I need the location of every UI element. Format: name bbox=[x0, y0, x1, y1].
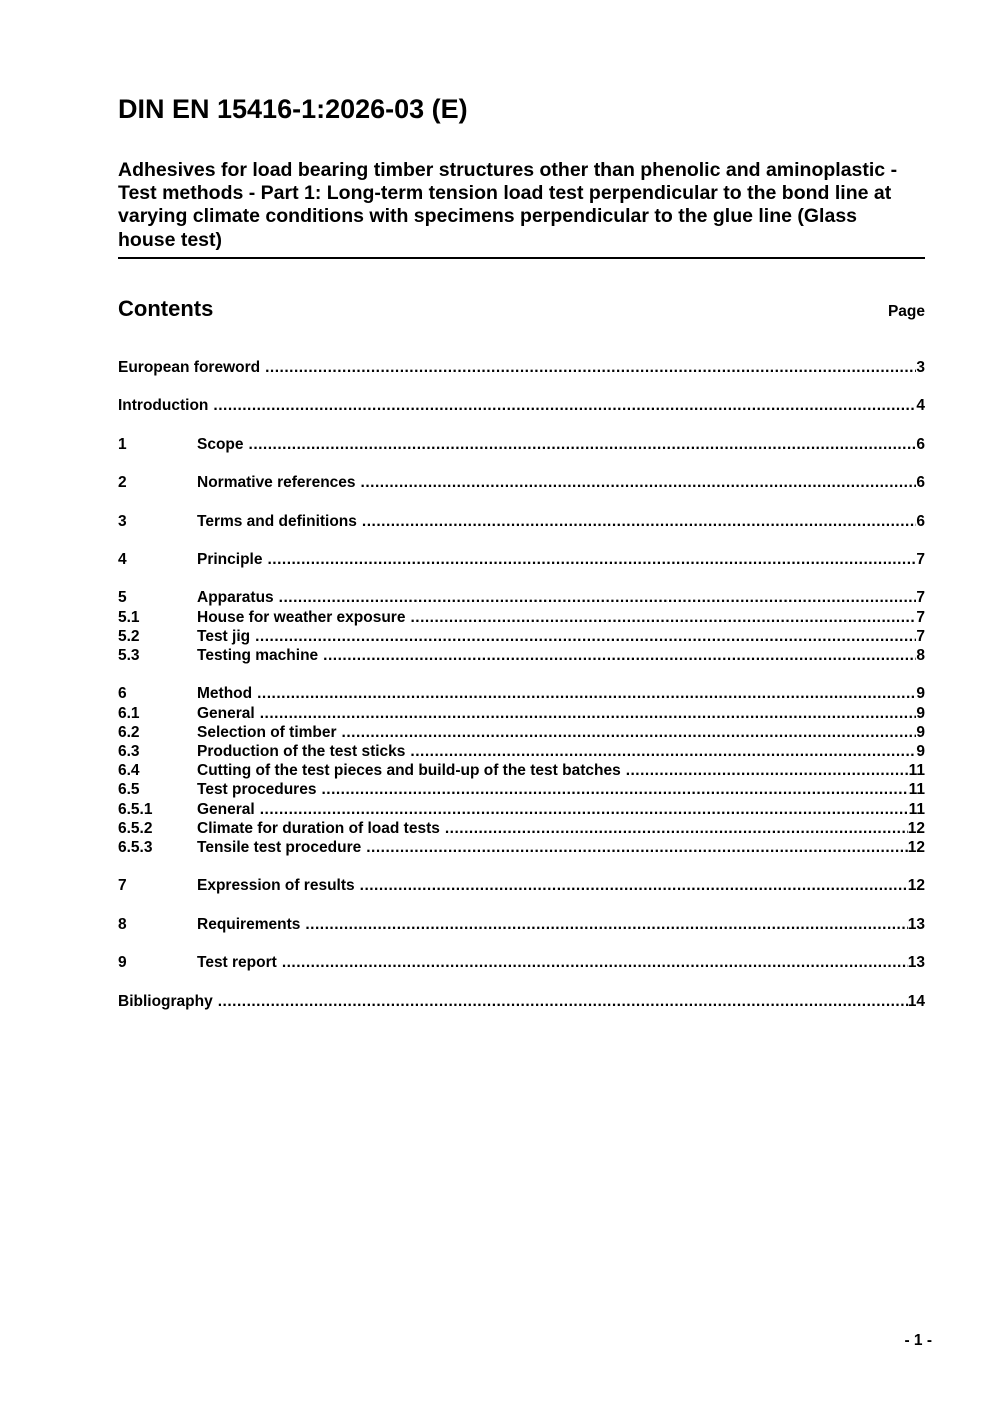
toc-entry-number: 6.4 bbox=[118, 762, 140, 780]
toc-dot-leader bbox=[361, 473, 917, 492]
toc-entry-page: 9 bbox=[916, 685, 925, 703]
toc-entry bbox=[118, 512, 925, 531]
toc-entry-number: 4 bbox=[118, 550, 127, 568]
toc-entry bbox=[118, 915, 925, 934]
toc-dot-leader bbox=[260, 800, 909, 819]
toc-entry-number: 5.3 bbox=[118, 646, 140, 664]
toc-entry-page: 13 bbox=[907, 954, 925, 972]
toc-entry-number: 9 bbox=[118, 954, 127, 972]
toc-entry-title: Requirements bbox=[197, 915, 301, 933]
contents-heading: Contents bbox=[118, 296, 214, 321]
toc-dot-leader bbox=[255, 627, 916, 646]
toc-group bbox=[118, 588, 925, 665]
toc-entry-page: 11 bbox=[908, 781, 925, 799]
toc-entry-title: Climate for duration of load tests bbox=[197, 819, 440, 837]
toc-entry-title: Test procedures bbox=[197, 781, 317, 799]
toc-entry-title: Method bbox=[197, 685, 253, 703]
toc-dot-leader bbox=[218, 992, 908, 1011]
document-title-block bbox=[118, 159, 925, 259]
toc-entry bbox=[118, 800, 925, 819]
toc-entry-number: 5.1 bbox=[118, 608, 140, 626]
toc-dot-leader bbox=[626, 761, 909, 780]
toc-entry-page: 13 bbox=[907, 915, 925, 933]
toc-dot-leader bbox=[213, 396, 916, 415]
toc-entry-page: 3 bbox=[916, 359, 925, 376]
toc-dot-leader bbox=[279, 588, 917, 607]
toc-dot-leader bbox=[305, 915, 907, 934]
toc-entry-title: Production of the test sticks bbox=[197, 742, 406, 760]
toc-entry bbox=[118, 396, 925, 415]
toc-group bbox=[118, 396, 925, 415]
toc-entry-number: 6.2 bbox=[118, 723, 140, 741]
toc-entry-number: 7 bbox=[118, 877, 127, 895]
toc-entry bbox=[118, 953, 925, 972]
toc-entry-page: 9 bbox=[916, 723, 925, 741]
toc-dot-leader bbox=[410, 608, 916, 627]
toc-entry-title: Selection of timber bbox=[197, 723, 337, 741]
toc-dot-leader bbox=[445, 819, 908, 838]
toc-entry-title: Terms and definitions bbox=[197, 512, 357, 530]
toc-entry-number: 5 bbox=[118, 589, 127, 607]
toc-entry-page: 8 bbox=[916, 646, 925, 664]
toc-entry-title: Tensile test procedure bbox=[197, 838, 362, 856]
toc-entry-page: 9 bbox=[916, 704, 925, 722]
toc-entry bbox=[118, 473, 925, 492]
toc-entry-number: 8 bbox=[118, 915, 127, 933]
toc-entry-title: Cutting of the test pieces and build-up of the test batches bbox=[197, 762, 621, 780]
toc-dot-leader bbox=[265, 358, 916, 377]
toc-entry bbox=[118, 550, 925, 569]
toc-entry-title: House for weather exposure bbox=[197, 608, 406, 626]
toc-group bbox=[118, 876, 925, 895]
toc-dot-leader bbox=[360, 876, 908, 895]
toc-entry bbox=[118, 876, 925, 895]
toc-entry-number: 6.5.1 bbox=[118, 800, 153, 818]
toc-entry-title: Bibliography bbox=[118, 992, 213, 1010]
toc-dot-leader bbox=[410, 742, 916, 761]
toc-entry-number: 6.5.2 bbox=[118, 819, 153, 837]
toc-entry-title: Normative references bbox=[197, 474, 356, 492]
toc-entry-title: Expression of results bbox=[197, 877, 355, 895]
toc-group bbox=[118, 435, 925, 454]
toc-entry-title: General bbox=[197, 800, 255, 818]
toc-entry-title: Scope bbox=[197, 435, 244, 453]
toc-entry-title: Testing machine bbox=[197, 646, 319, 664]
toc-group bbox=[118, 550, 925, 569]
toc-dot-leader bbox=[267, 550, 916, 569]
toc-entry-page: 14 bbox=[907, 992, 925, 1010]
toc-group bbox=[118, 512, 925, 531]
toc-entry-page: 11 bbox=[908, 762, 925, 780]
toc-entry-number: 1 bbox=[118, 435, 127, 453]
toc-entry bbox=[118, 627, 925, 646]
document-code: DIN EN 15416-1:2026-03 (E) bbox=[118, 94, 468, 124]
toc-entry bbox=[118, 684, 925, 703]
toc-entry-page: 6 bbox=[916, 512, 925, 530]
toc-entry-number: 6.5 bbox=[118, 781, 140, 799]
toc-entry-number: 6.5.3 bbox=[118, 838, 153, 856]
toc-entry bbox=[118, 608, 925, 627]
toc-entry-page: 12 bbox=[907, 877, 925, 895]
toc-group bbox=[118, 953, 925, 972]
toc-group bbox=[118, 915, 925, 934]
toc-entry bbox=[118, 588, 925, 607]
toc-dot-leader bbox=[342, 723, 917, 742]
toc-entry-number: 6.1 bbox=[118, 704, 140, 722]
toc-entry bbox=[118, 780, 925, 799]
document-title: Adhesives for load bearing timber structures other than phenolic and aminoplastic - Test methods - Part 1: Long-term tension load test perpendicular to the bond line at varying climate conditions with specimens perpendicular to the glue line (Glass house test) bbox=[118, 159, 898, 251]
toc-entry-title: Introduction bbox=[118, 397, 209, 415]
toc-entry bbox=[118, 704, 925, 723]
toc-entry-page: 7 bbox=[916, 550, 925, 568]
toc-dot-leader bbox=[282, 953, 908, 972]
toc-entry-page: 9 bbox=[916, 742, 925, 760]
toc-group bbox=[118, 992, 925, 1011]
toc-dot-leader bbox=[323, 646, 916, 665]
toc-entry-title: Test report bbox=[197, 954, 277, 972]
toc-entry bbox=[118, 435, 925, 454]
page-column-label: Page bbox=[887, 303, 925, 320]
toc-entry-number: 3 bbox=[118, 512, 127, 530]
toc-entry-page: 6 bbox=[916, 435, 925, 453]
toc-dot-leader bbox=[260, 704, 917, 723]
toc-entry-number: 5.2 bbox=[118, 627, 140, 645]
toc-dot-leader bbox=[362, 512, 916, 531]
toc-entry-number: 2 bbox=[118, 474, 127, 492]
toc-entry-title: General bbox=[197, 704, 255, 722]
toc-entry-number: 6 bbox=[118, 685, 127, 703]
toc-entry bbox=[118, 646, 925, 665]
toc-entry bbox=[118, 838, 925, 857]
toc-group bbox=[118, 358, 925, 377]
toc-entry-page: 12 bbox=[907, 819, 925, 837]
toc-dot-leader bbox=[366, 838, 908, 857]
toc-entry-page: 4 bbox=[916, 397, 925, 415]
toc-dot-leader bbox=[249, 435, 917, 454]
contents-header-row bbox=[118, 296, 925, 322]
toc-group bbox=[118, 684, 925, 857]
toc-entry-page: 7 bbox=[916, 589, 925, 607]
toc-group bbox=[118, 473, 925, 492]
toc-entry bbox=[118, 819, 925, 838]
toc-dot-leader bbox=[257, 684, 916, 703]
toc-entry-page: 11 bbox=[908, 800, 925, 818]
toc-entry-title: Apparatus bbox=[197, 589, 274, 607]
toc-entry bbox=[118, 358, 925, 377]
toc-entry bbox=[118, 992, 925, 1011]
toc-entry-page: 7 bbox=[916, 608, 925, 626]
toc-entry-title: Test jig bbox=[197, 627, 251, 645]
toc-entry-page: 6 bbox=[916, 474, 925, 492]
toc-entry bbox=[118, 761, 925, 780]
page-number-footer: - 1 - bbox=[904, 1332, 932, 1349]
toc-entry bbox=[118, 723, 925, 742]
toc-list bbox=[118, 358, 925, 1011]
toc-entry-number: 6.3 bbox=[118, 742, 140, 760]
toc-dot-leader bbox=[321, 780, 908, 799]
toc-entry-title: European foreword bbox=[118, 359, 261, 376]
toc-entry-title: Principle bbox=[197, 550, 263, 568]
toc-entry-page: 12 bbox=[907, 838, 925, 856]
toc-entry bbox=[118, 742, 925, 761]
toc-entry-page: 7 bbox=[916, 627, 925, 645]
